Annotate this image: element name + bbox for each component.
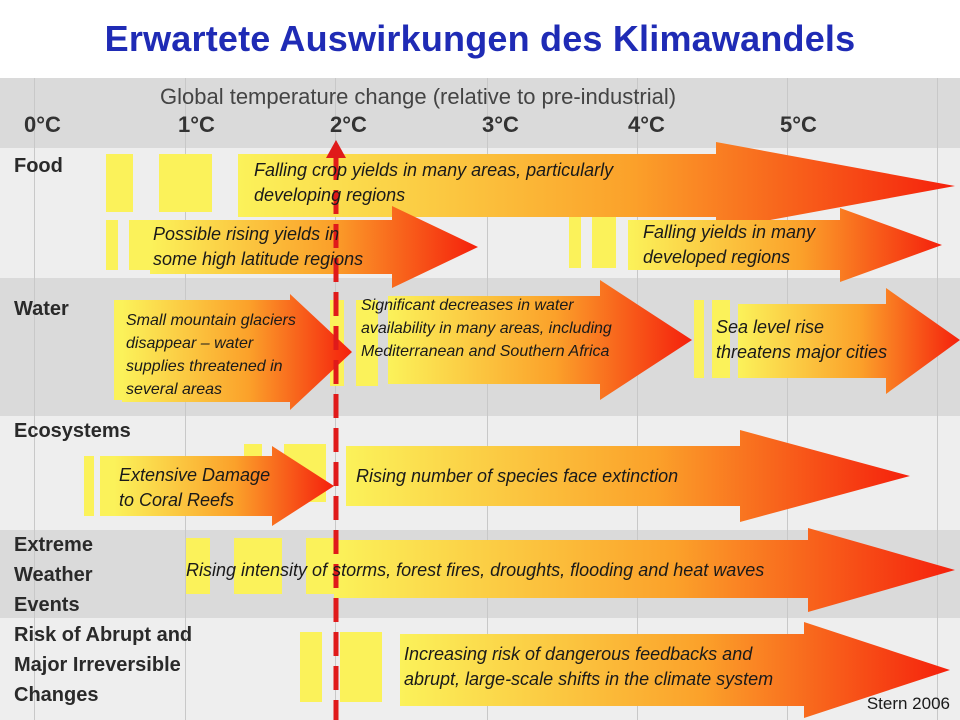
threshold-arrowhead: [326, 140, 346, 158]
impact-line: Significant decreases in water: [361, 297, 574, 314]
impact-line: disappear – water: [126, 335, 254, 352]
impact-line: supplies threatened in: [126, 358, 283, 375]
impact-line: availability in many areas, including: [361, 320, 612, 337]
impact-chart: [0, 78, 960, 720]
impact-line: Increasing risk of dangerous feedbacks and: [404, 644, 753, 664]
impact-line: threatens major cities: [716, 342, 888, 362]
tick-2: 2°C: [330, 112, 367, 137]
category-line: Risk of Abrupt and: [14, 624, 193, 646]
impact-line: Falling crop yields in many areas, particularly: [254, 160, 614, 180]
impact-line: abrupt, large-scale shifts in the climate system: [404, 669, 774, 689]
impact-line: Possible rising yields in: [153, 224, 340, 244]
tick-3: 3°C: [482, 112, 519, 137]
impact-water-sea: [716, 315, 887, 365]
impact-line: some high latitude regions: [153, 249, 364, 269]
impact-water-decrease: [361, 294, 612, 363]
impact-food-rising: [153, 222, 363, 272]
impact-line: Extensive Damage: [119, 465, 271, 485]
source-citation: Stern 2006: [866, 694, 950, 713]
category-line: Events: [14, 594, 80, 616]
category-line: Changes: [14, 684, 99, 706]
impact-line: developing regions: [254, 185, 406, 205]
impact-line: Mediterranean and Southern Africa: [361, 343, 610, 360]
category-ecosystems: Ecosystems: [14, 420, 131, 442]
category-line: Extreme: [14, 534, 93, 556]
impact-eco-species: Rising number of species face extinction: [356, 466, 679, 486]
category-line: Weather: [14, 564, 93, 586]
impact-line: several areas: [126, 381, 223, 398]
category-water: Water: [14, 298, 69, 320]
impact-line: Small mountain glaciers: [126, 312, 296, 329]
impact-line: developed regions: [643, 247, 791, 267]
page-title: Erwartete Auswirkungen des Klimawandels: [104, 18, 856, 59]
impact-line: Falling yields in many: [643, 222, 816, 242]
tick-0: 0°C: [24, 112, 61, 137]
impact-weather-storms: Rising intensity of storms, forest fires, droughts, flooding and heat waves: [186, 560, 765, 580]
impact-line: to Coral Reefs: [119, 490, 235, 510]
category-food: Food: [14, 155, 63, 177]
tick-4: 4°C: [628, 112, 665, 137]
tick-1: 1°C: [178, 112, 215, 137]
category-line: Major Irreversible: [14, 654, 181, 676]
impact-line: Sea level rise: [716, 317, 825, 337]
impact-water-glaciers: [126, 309, 296, 401]
tick-5: 5°C: [780, 112, 817, 137]
impact-eco-coral: [119, 463, 270, 513]
impact-food-developed: [643, 220, 815, 270]
impact-abrupt-risk: [404, 642, 773, 692]
axis-subtitle: Global temperature change (relative to pre-industrial): [160, 84, 677, 109]
impact-food-falling: [254, 158, 613, 208]
